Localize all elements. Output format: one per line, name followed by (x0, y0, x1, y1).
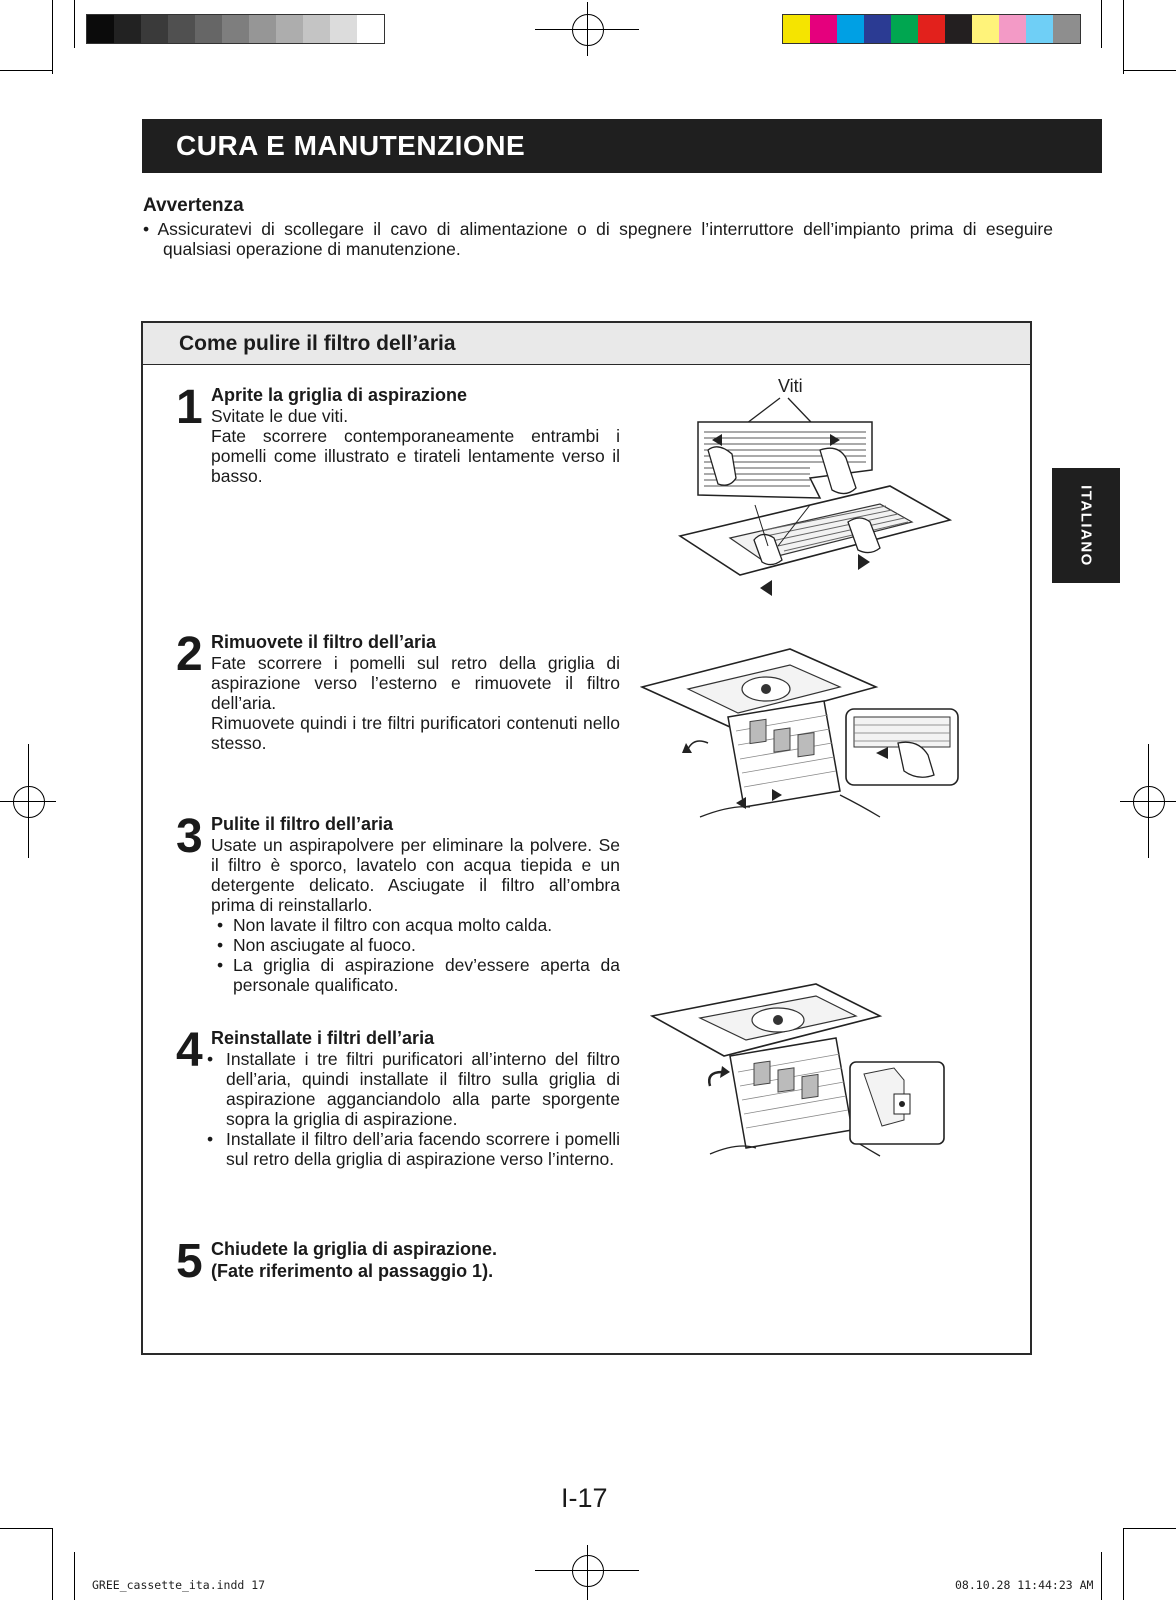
language-tab (1052, 468, 1120, 583)
gray-color-bar (86, 14, 385, 44)
illustration-reinstall-filter (650, 982, 970, 1187)
step-number: 3 (176, 810, 202, 863)
color-swatch (864, 15, 891, 43)
step-title-2: (Fate riferimento al passaggio 1). (211, 1261, 494, 1281)
gray-swatch (168, 15, 195, 43)
process-color-bar (782, 14, 1081, 44)
gray-swatch (222, 15, 249, 43)
color-swatch (891, 15, 918, 43)
color-swatch (1053, 15, 1080, 43)
gray-swatch (330, 15, 357, 43)
color-swatch (918, 15, 945, 43)
gray-swatch (141, 15, 168, 43)
step-number: 5 (176, 1235, 202, 1288)
gray-swatch (87, 15, 114, 43)
step-number: 1 (176, 381, 202, 434)
list-item: • Non asciugate al fuoco. (211, 935, 620, 955)
instruction-box-title: Come pulire il filtro dell’aria (179, 332, 456, 355)
gray-swatch (276, 15, 303, 43)
step-text: Fate scorrere i pomelli sul retro della griglia di aspirazione verso l’esterno e rimuovete il filtro dell’aria. (211, 653, 620, 713)
color-swatch (810, 15, 837, 43)
gray-swatch (303, 15, 330, 43)
color-swatch (999, 15, 1026, 43)
step-title: Chiudete la griglia di aspirazione. (211, 1239, 498, 1259)
step-text: Usate un aspirapolvere per eliminare la polvere. Se il filtro è sporco, lavatelo con acqua tiepida e un detergente delicato. Asciugate il filtro all’ombra prima di reinstallarlo. (211, 835, 620, 915)
step-text-2: Rimuovete quindi i tre filtri purificatori contenuti nello stesso. (211, 713, 620, 753)
warning-title: Avvertenza (143, 195, 244, 216)
warning-text: • Assicuratevi di scollegare il cavo di alimentazione o di spegnere l’interruttore dell’impianto prima di eseguire qualsiasi operazione di manutenzione. (143, 219, 1053, 259)
instruction-box-header (143, 323, 1030, 365)
step-title: Reinstallate i filtri dell’aria (211, 1028, 435, 1048)
page-title: CURA E MANUTENZIONE (176, 130, 526, 161)
gray-swatch (249, 15, 276, 43)
color-swatch (972, 15, 999, 43)
step-number: 2 (176, 628, 202, 681)
section-title-bar (142, 119, 1102, 173)
color-swatch (1026, 15, 1053, 43)
gray-swatch (195, 15, 222, 43)
color-swatch (837, 15, 864, 43)
step-title: Aprite la griglia di aspirazione (211, 385, 468, 405)
step-text: Svitate le due viti. (211, 406, 349, 426)
color-swatch (783, 15, 810, 43)
screws-label: Viti (778, 376, 803, 396)
illustration-open-grille (650, 370, 1010, 615)
footer-filename: GREE_cassette_ita.indd 17 (92, 1578, 266, 1592)
step-title: Pulite il filtro dell’aria (211, 814, 394, 834)
list-item: • La griglia di aspirazione dev’essere aperta da personale qualificato. (211, 955, 620, 995)
page-number: I-17 (561, 1483, 608, 1513)
gray-swatch (357, 15, 384, 43)
step-text-2: Fate scorrere contemporaneamente entrambi i pomelli come illustrato e tirateli lentamente verso il basso. (211, 426, 620, 486)
color-swatch (945, 15, 972, 43)
step-title: Rimuovete il filtro dell’aria (211, 632, 437, 652)
footer-timestamp: 08.10.28 11:44:23 AM (955, 1578, 1094, 1592)
list-item: • Installate il filtro dell’aria facendo scorrere i pomelli sul retro della griglia di aspirazione verso l’interno. (207, 1129, 620, 1169)
list-item: • Non lavate il filtro con acqua molto calda. (211, 915, 620, 935)
illustration-remove-filter (640, 645, 980, 845)
language-tab-label: ITALIANO (1077, 484, 1095, 567)
step-number: 4 (176, 1024, 202, 1077)
list-item: • Installate i tre filtri purificatori all’interno del filtro dell’aria, quindi installate il filtro sulla griglia di aspirazione agganciandolo alla parte sporgente sopra la griglia di aspirazione. (207, 1049, 620, 1129)
gray-swatch (114, 15, 141, 43)
